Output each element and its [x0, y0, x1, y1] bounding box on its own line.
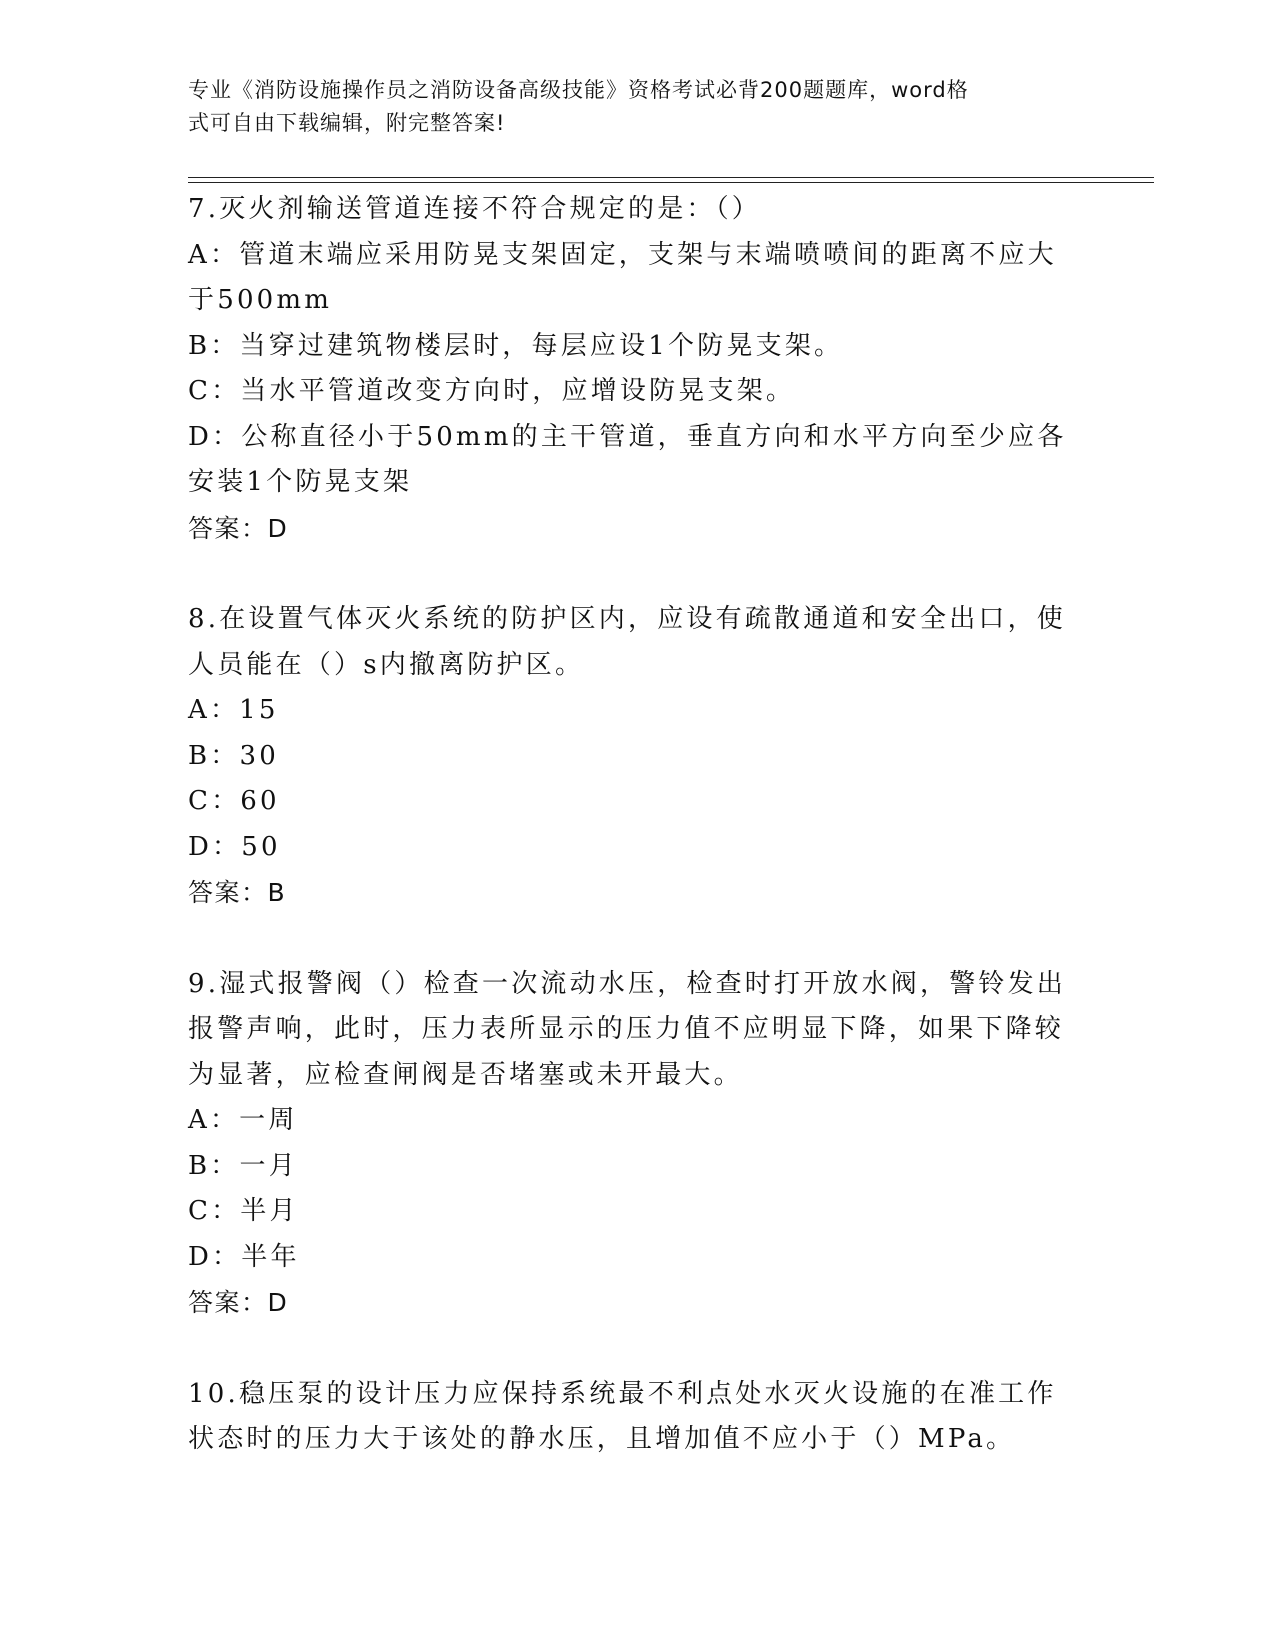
option-b: B：30	[188, 740, 279, 771]
answer-label: 答案：B	[188, 878, 287, 907]
question-list	[188, 187, 1078, 1509]
header-divider-top	[188, 177, 1154, 178]
option-d: D：公称直径小于50mm的主干管道，垂直方向和水平方向至少应各安装1个防晃支架	[188, 421, 1067, 497]
question-text: 7.灭火剂输送管道连接不符合规定的是：（）	[188, 194, 762, 224]
question-7	[188, 187, 1078, 551]
question-9	[188, 962, 1078, 1326]
header-line-1: 专业《消防设施操作员之消防设备高级技能》资格考试必背200题题库，word格	[188, 78, 969, 102]
document-header	[188, 74, 1068, 140]
option-c: C：当水平管道改变方向时，应增设防晃支架。	[188, 376, 796, 406]
answer-label: 答案：D	[188, 1288, 289, 1317]
question-text: 8.在设置气体灭火系统的防护区内，应设有疏散通道和安全出口，使人员能在（）s内撤离防护区。	[188, 604, 1067, 680]
question-text: 10.稳压泵的设计压力应保持系统最不利点处水灭火设施的在准工作状态时的压力大于该处的静水压，且增加值不应小于（）MPa。	[188, 1378, 1057, 1454]
option-c: C：60	[188, 786, 280, 816]
header-divider-bottom	[188, 182, 1154, 183]
question-8	[188, 597, 1078, 916]
option-d: D：50	[188, 831, 281, 862]
option-c: C：半月	[188, 1196, 299, 1226]
question-text: 9.湿式报警阀（）检查一次流动水压，检查时打开放水阀，警铃发出报警声响，此时，压力表所显示的压力值不应明显下降，如果下降较为显著，应检查闸阀是否堵塞或未开最大。	[188, 968, 1067, 1090]
question-10	[188, 1372, 1078, 1463]
option-a: A：15	[188, 695, 279, 725]
option-b: B：当穿过建筑物楼层时，每层应设1个防晃支架。	[188, 330, 844, 361]
answer-label: 答案：D	[188, 513, 289, 543]
option-a: A：一周	[188, 1105, 298, 1135]
option-a: A：管道末端应采用防晃支架固定，支架与末端喷喷间的距离不应大于500mm	[188, 239, 1057, 315]
option-b: B：一月	[188, 1150, 298, 1181]
option-d: D：半年	[188, 1241, 300, 1272]
header-line-2: 式可自由下载编辑，附完整答案!	[188, 111, 506, 135]
